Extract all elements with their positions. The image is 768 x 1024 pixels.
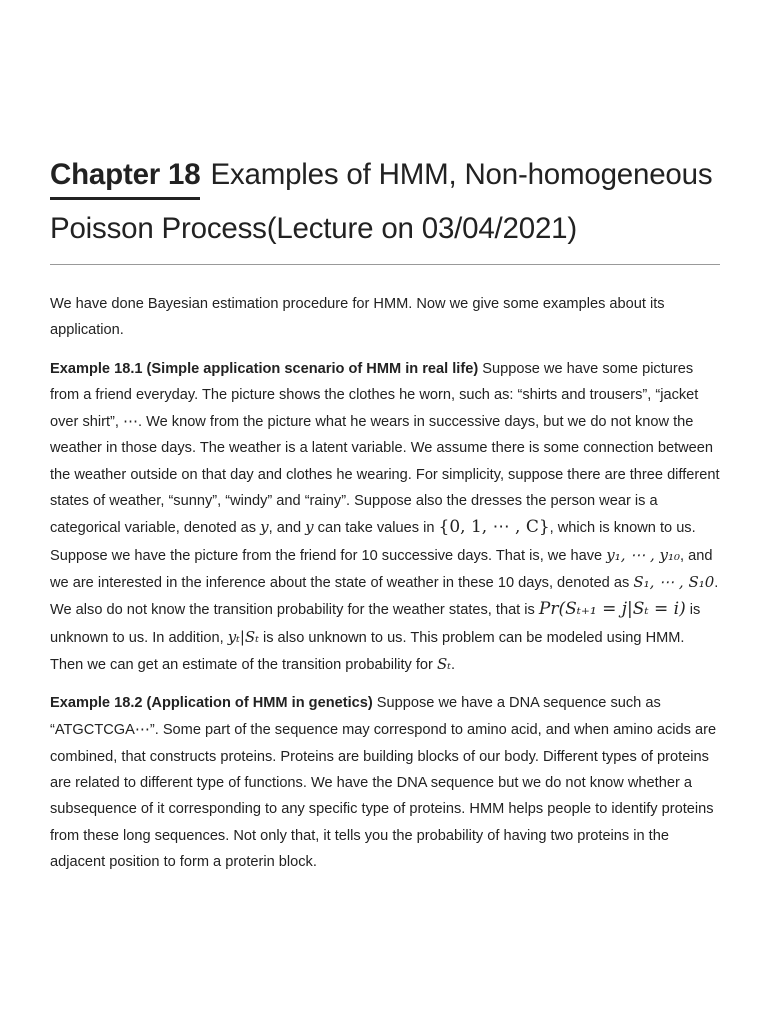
math-y-sequence: y₁, ⋯ , y₁₀ [606,545,681,564]
example-text: Suppose we have a DNA sequence such as “ATGCTCGA [50,695,661,739]
math-transition-probability: Pr(Sₜ₊₁ = j|Sₜ = i) [538,599,686,620]
math-s-t: Sₜ [436,654,451,673]
example-text: . We know from the picture what he wears in successive days, but we do not know the weather in those days. The weather is a latent variable. We assume there is some connection between the weather outside on that day and clothes he wearing. For simplicity, suppose there are three different states of weather, “sunny”, “windy” and “rainy”. Suppose also the dresses the person wear is a categorical variable, denoted as [50,414,720,537]
example-18-2 [50,690,720,875]
math-y: y [305,518,314,537]
intro-paragraph: We have done Bayesian estimation procedure for HMM. Now we give some examples about its application. [50,296,665,339]
example-18-2-label: Example 18.2 (Application of HMM in genetics) [50,695,373,712]
chapter-title: Examples of HMM, Non-homogeneous Poisson Process(Lecture on 03/04/2021) [50,158,713,245]
math-y: y [260,518,269,537]
example-18-1 [50,356,720,679]
example-text: . [450,656,455,673]
example-text: . We also do not know the transition probability for the weather states, that is [50,574,719,619]
chapter-heading [50,148,720,265]
example-text: can take values in [313,520,439,537]
math-s-sequence: S₁, ⋯ , S₁0 [633,572,715,591]
example-text: , and we are interested in the inference about the state of weather in these 10 days, denoted as [50,547,713,591]
example-text: is also unknown to us. This problem can be modeled using HMM. Then we can get an estimate of the transition probability for [50,629,685,673]
chapter-label: Chapter 18 [50,153,200,200]
example-18-1-label: Example 18.1 (Simple application scenario of HMM in real life) [50,360,479,377]
math-dots: ⋯ [122,412,138,431]
math-set: {0, 1, ⋯ , C} [438,517,550,538]
example-text: is unknown to us. In addition, [50,602,701,646]
example-text: Suppose we have some pictures from a friend everyday. The picture shows the clothes he worn, such as: “shirts and trousers”, “jacket over shirt”, [50,360,699,431]
example-text: , which is known to us. Suppose we have the picture from the friend for 10 successive days. That is, we have [50,520,696,564]
example-text: ”. Some part of the sequence may correspond to amino acid, and when amino acids are combined, that constructs proteins. Proteins are building blocks of our body. Different types of proteins are related to different type of functions. We have the DNA sequence but we do not know whether a subsequence of it corresponding to any specific type of proteins. HMM helps people to identify proteins from these long sequences. Not only that, it tells you the probability of having two proteins in the adjacent position to form a proterin block. [50,722,717,870]
document-page [50,0,720,875]
example-text: , and [268,520,306,537]
math-dots: ⋯ [134,720,150,739]
math-conditional: yₜ|Sₜ [227,627,259,646]
